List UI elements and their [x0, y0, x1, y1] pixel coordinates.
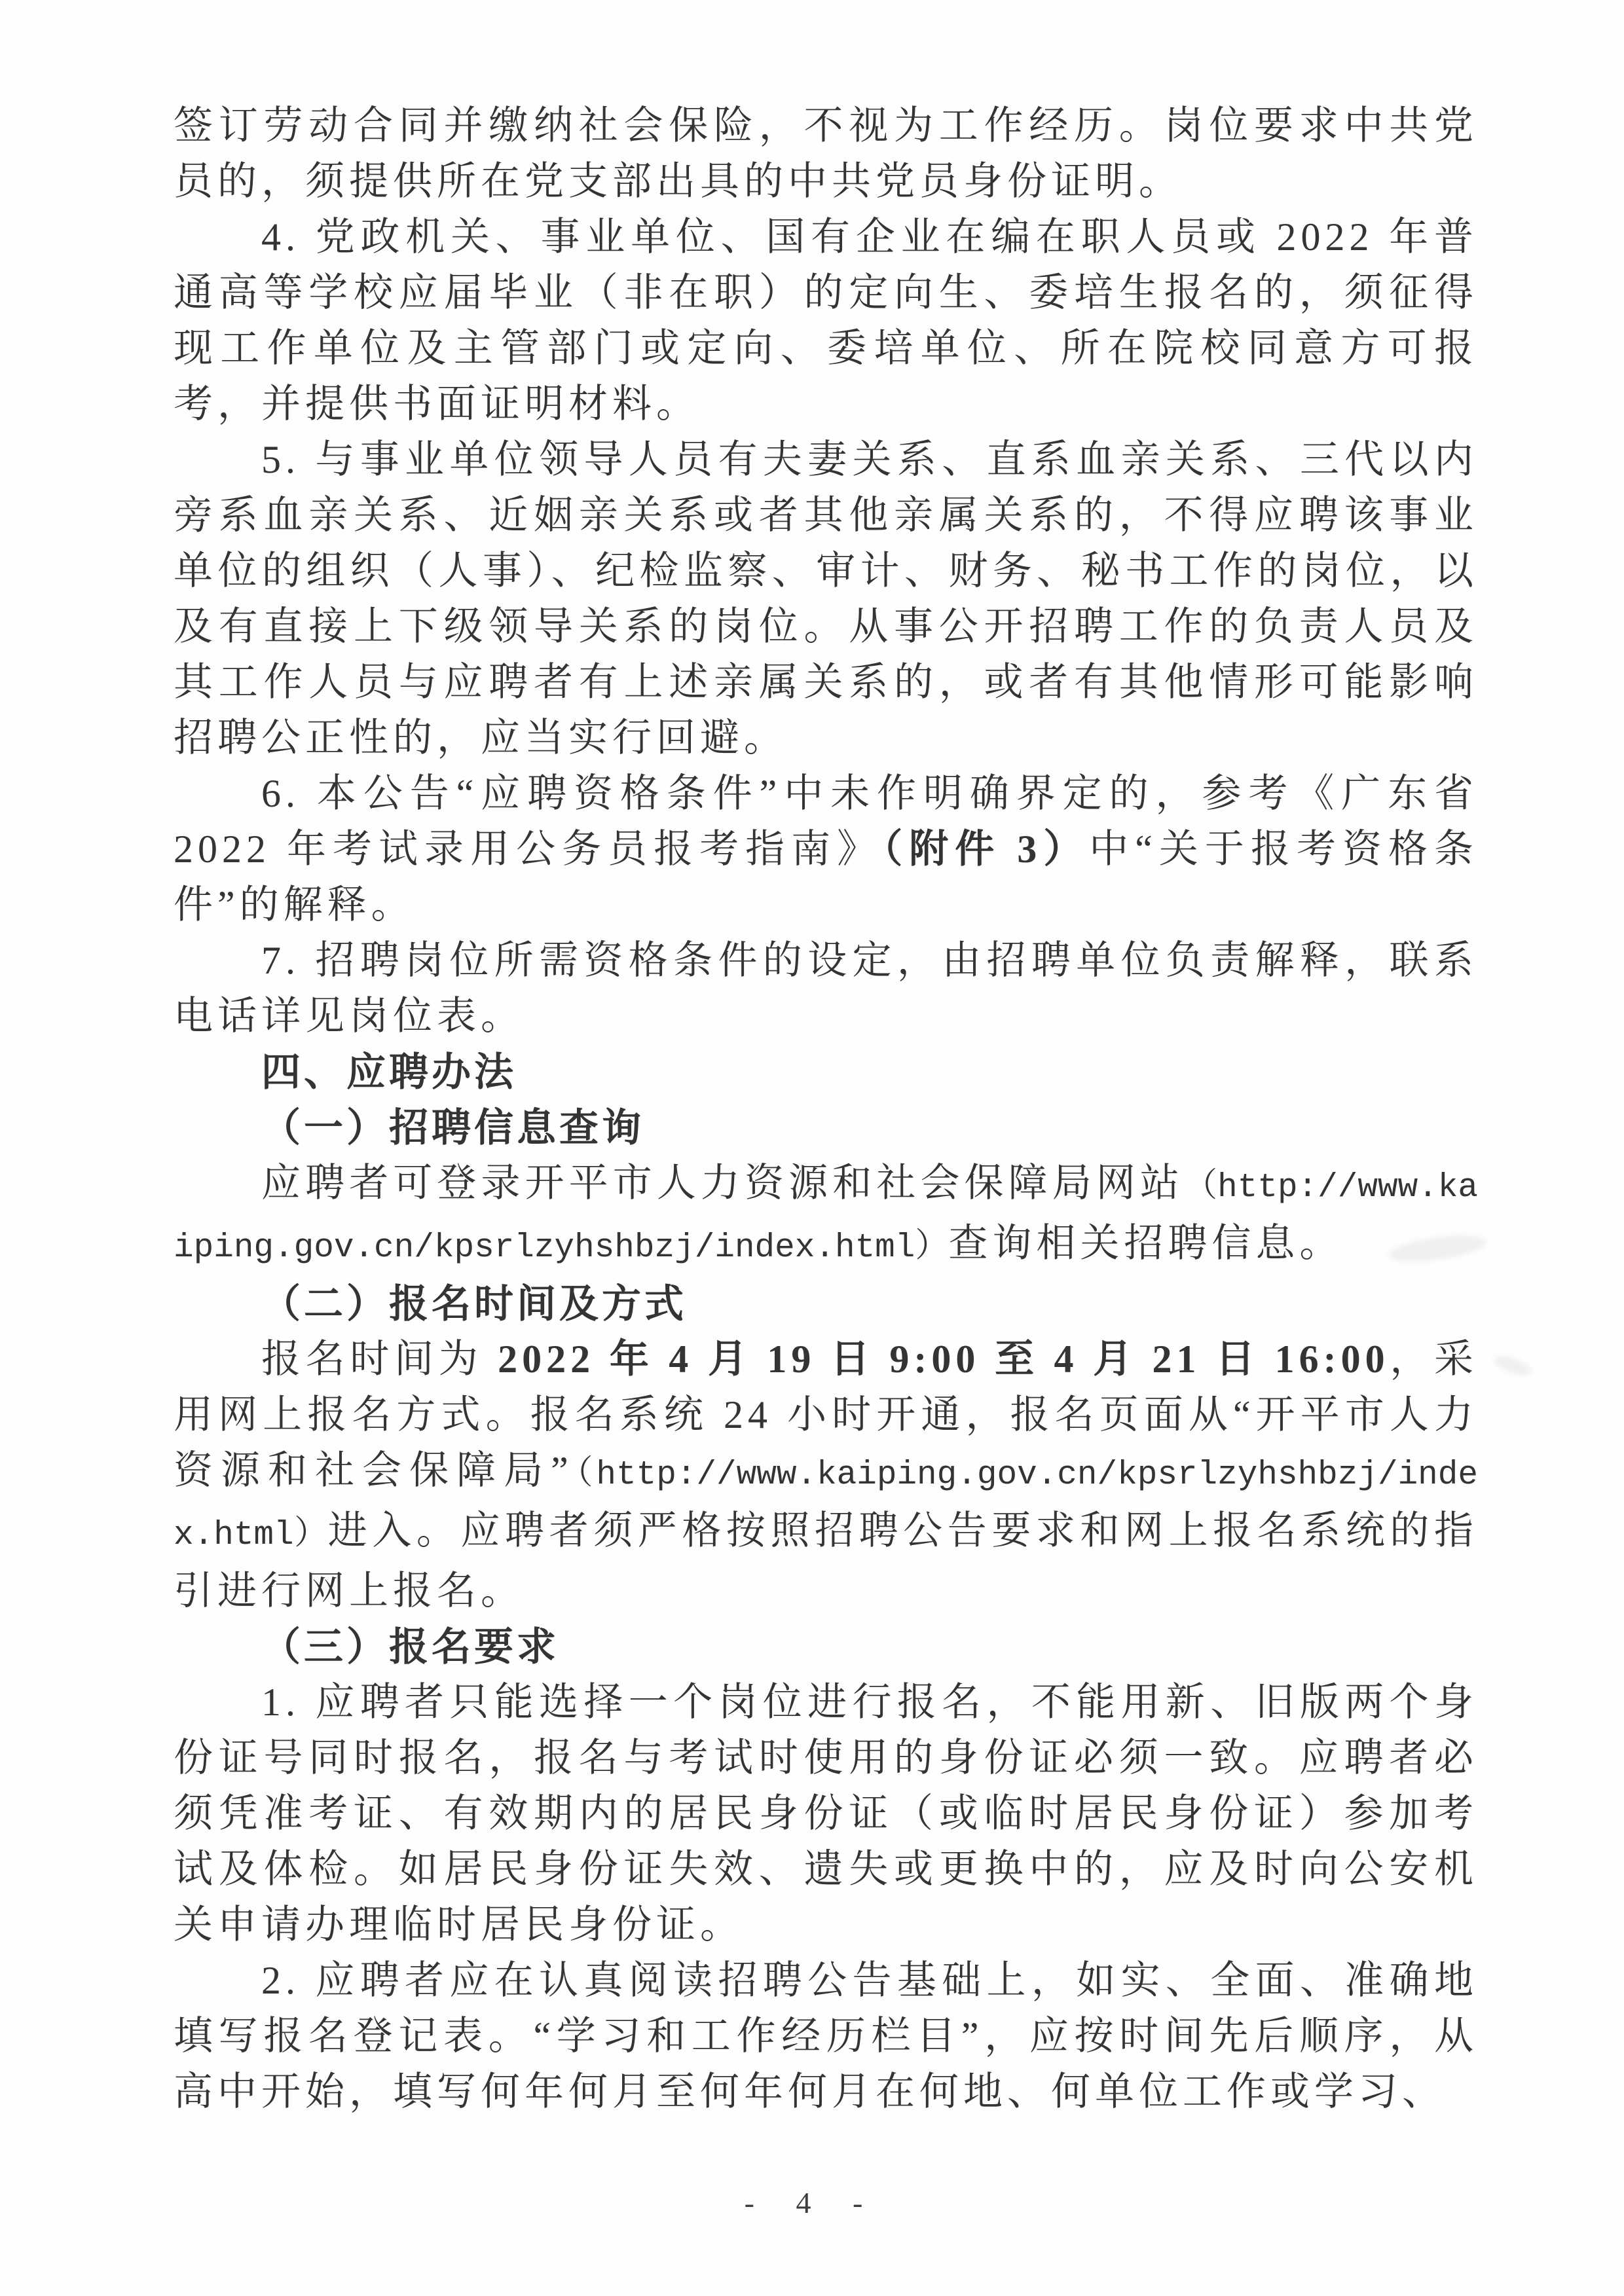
- paragraph-text: 应聘者可登录开平市人力资源和社会保障局网站: [261, 1161, 1185, 1205]
- paragraph-text: 1. 应聘者只能选择一个岗位进行报名，不能用新、旧版两个身份证号同时报名，报名与考试时使用的身份证必须一致。应聘者必须凭准考证、有效期内的居民身份证（或临时居民身份证）参加考试及体检。如居民身份证失效、遗失或更换中的，应及时向公安机关申请办理临时居民身份证。: [174, 1681, 1478, 1946]
- website-url-text: （http://www.kaiping.gov.cn/kpsrlzyhshbzj/index.html）: [174, 1169, 1478, 1267]
- paragraph-registration-time: [174, 1332, 1478, 1619]
- page-number: - 4 -: [744, 2186, 880, 2219]
- paragraph-item-7: [174, 933, 1478, 1044]
- paragraph-requirement-1: [174, 1675, 1478, 1953]
- subsection-heading-text: （二）报名时间及方式: [261, 1282, 687, 1326]
- paragraph-text: 中“关于报考资格条件”的解释。: [174, 828, 1478, 926]
- paragraph-item-4: [174, 210, 1478, 432]
- paragraph-text: ，采用网上报名方式。报名系统 24 小时开通，报名页面从“开平市人力资源和社会保障局”: [174, 1338, 1479, 1492]
- paragraph-text: 7. 招聘岗位所需资格条件的设定，由招聘单位负责解释，联系电话详见岗位表。: [174, 939, 1478, 1038]
- subsection-heading-1: [174, 1100, 1478, 1156]
- subsection-heading-text: （三）报名要求: [261, 1625, 559, 1669]
- paragraph-text: 查询相关招聘信息。: [948, 1222, 1344, 1265]
- page-footer: [0, 2185, 1624, 2220]
- paragraph-text: 5. 与事业单位领导人员有夫妻关系、直系血亲关系、三代以内旁系血亲关系、近姻亲关系或者其他亲属关系的，不得应聘该事业单位的组织（人事）、纪检监察、审计、财务、秘书工作的岗位，以及有直接上下级领导关系的岗位。从事公开招聘工作的负责人员及其工作人员与应聘者有上述亲属关系的，或者有其他情形可能影响招聘公正性的，应当实行回避。: [174, 438, 1478, 759]
- subsection-heading-3: [174, 1619, 1478, 1675]
- paragraph-info-query: [174, 1156, 1478, 1276]
- paragraph-item-5: [174, 432, 1478, 766]
- paragraph-requirement-2: [174, 1953, 1478, 2120]
- paragraph-text: 进入。应聘者须严格按照招聘公告要求和网上报名系统的指引进行网上报名。: [174, 1509, 1479, 1613]
- paragraph-text: 签订劳动合同并缴纳社会保险，不视为工作经历。岗位要求中共党员的，须提供所在党支部出具的中共党员身份证明。: [174, 104, 1478, 203]
- section-heading-4: [174, 1044, 1478, 1100]
- document-body: [174, 98, 1478, 2120]
- paragraph-item-6: [174, 766, 1478, 933]
- subsection-heading-2: [174, 1276, 1478, 1332]
- paragraph-continuation: [174, 98, 1478, 210]
- paragraph-text: 报名时间为: [261, 1338, 498, 1381]
- attachment-ref-bold: （附件 3）: [883, 828, 1090, 871]
- paragraph-text: 4. 党政机关、事业单位、国有企业在编在职人员或 2022 年普通高等学校应届毕业（非在职）的定向生、委培生报名的，须征得现工作单位及主管部门或定向、委培单位、所在院校同意方可报考，并提供书面证明材料。: [174, 215, 1478, 426]
- paragraph-text: 6. 本公告“应聘资格条件”中未作明确界定的，参考《广东省 2022 年考试录用公务员报考指南》: [174, 772, 1478, 871]
- scan-smudge-artifact: [1492, 1352, 1534, 1379]
- subsection-heading-text: （一）招聘信息查询: [261, 1106, 644, 1150]
- website-url-text: （http://www.kaiping.gov.cn/kpsrlzyhshbzj/index.html）: [174, 1457, 1478, 1554]
- registration-period-bold: 2022 年 4 月 19 日 9:00 至 4 月 21 日 16:00: [498, 1338, 1390, 1381]
- paragraph-text: 2. 应聘者应在认真阅读招聘公告基础上，如实、全面、准确地填写报名登记表。“学习和工作经历栏目”，应按时间先后顺序，从高中开始，填写何年何月至何年何月在何地、何单位工作或学习、: [174, 1959, 1478, 2113]
- section-heading-text: 四、应聘办法: [261, 1050, 517, 1094]
